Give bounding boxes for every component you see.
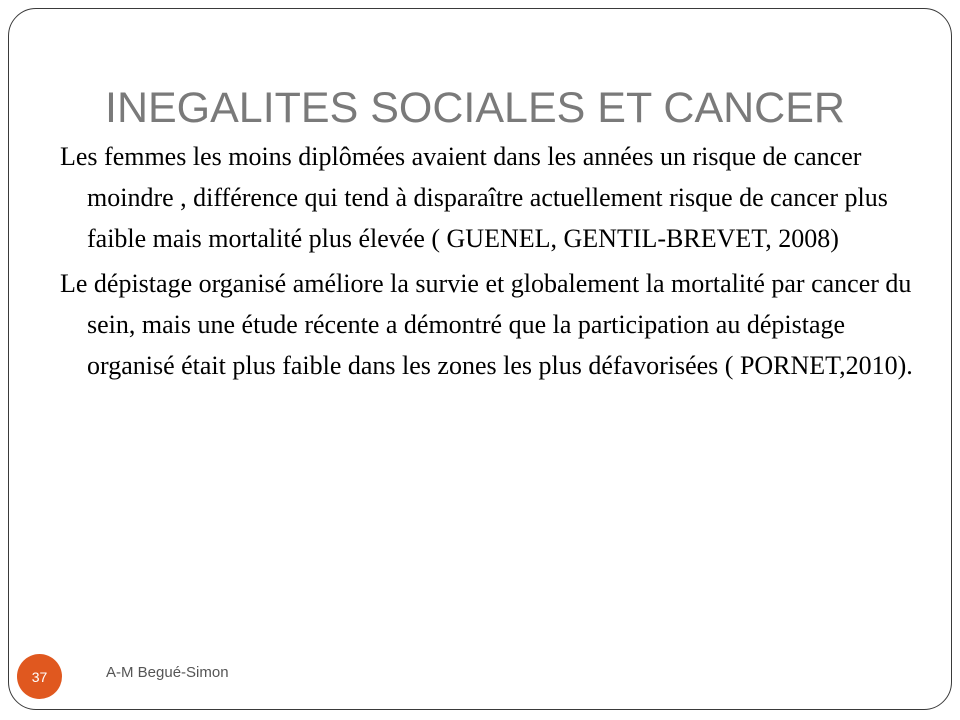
slide-body xyxy=(60,136,920,390)
paragraph-screening: Le dépistage organisé améliore la survie et globalement la mortalité par cancer du sein, mais une étude récente a démontré que la participation au dépistage organisé était plus faible dans les zones les plus défavorisées ( PORNET,2010). xyxy=(60,269,913,380)
paragraph-inequalities-risk: Les femmes les moins diplômées avaient dans les années un risque de cancer moindre , différence qui tend à disparaître actuellement risque de cancer plus faible mais mortalité plus élevée ( GUENEL, GENTIL-BREVET, 2008) xyxy=(60,142,888,253)
slide-number-badge: 37 xyxy=(17,654,62,699)
footer-author: A-M Begué-Simon xyxy=(106,664,229,681)
slide-title: INEGALITES SOCIALES ET CANCER xyxy=(105,84,845,132)
